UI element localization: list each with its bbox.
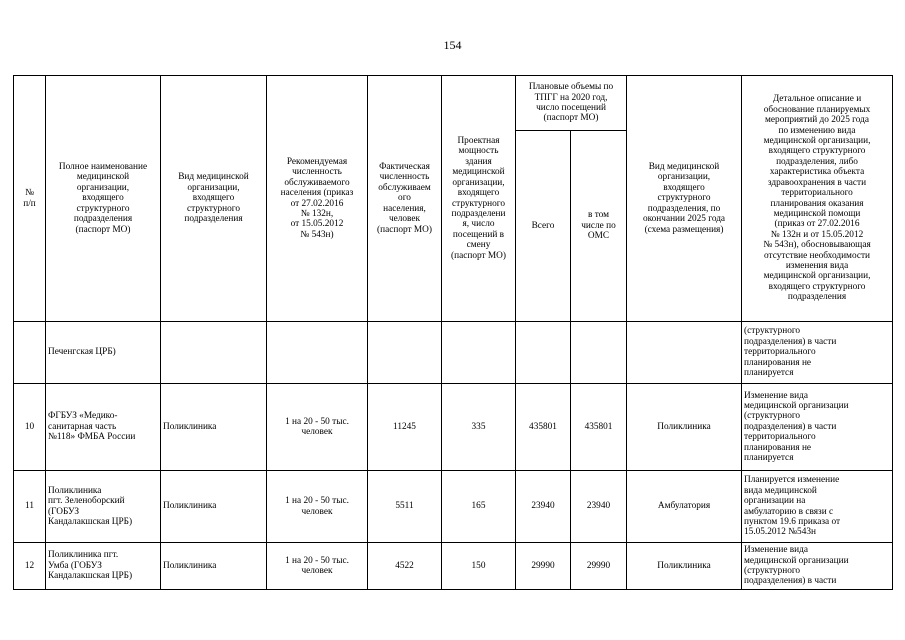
cell-oms: 23940 — [571, 471, 627, 543]
header-name: Полное наименование медицинской организации, входящего структурного подразделения (паспорт МО) — [46, 76, 161, 322]
cell-capacity: 335 — [442, 384, 516, 471]
header-actual-population: Фактическая численность обслуживаем ого населения, человек (паспорт МО) — [368, 76, 442, 322]
cell-num: 10 — [14, 384, 46, 471]
table-body — [14, 322, 893, 590]
cell-total: 435801 — [516, 384, 571, 471]
cell-type-2025: Поликлиника — [627, 384, 742, 471]
table-row — [14, 471, 893, 543]
table-row — [14, 543, 893, 590]
table-row — [14, 384, 893, 471]
header-type-2025: Вид медицинской организации, входящего структурного подразделения, по окончании 2025 года (схема размещения) — [627, 76, 742, 322]
cell-capacity: 150 — [442, 543, 516, 590]
cell-type: Поликлиника — [161, 471, 267, 543]
cell-type-2025: Амбулатория — [627, 471, 742, 543]
cell-recommended: 1 на 20 - 50 тыс. человек — [267, 543, 368, 590]
cell-total — [516, 322, 571, 384]
header-description: Детальное описание и обоснование планируемых мероприятий до 2025 года по изменению вида медицинской организации, входящего структурного подразделения, либо характеристика объекта здравоохранения в части территориального планирования оказания медицинской помощи (приказ от 27.02.2016 № 132н и от 15.05.2012 № 543н), обосновывающая отсутствие необходимости изменения вида медицинской организации, входящего структурного подразделения — [742, 76, 893, 322]
cell-num: 11 — [14, 471, 46, 543]
table-header — [14, 76, 893, 322]
medical-organizations-table — [13, 75, 893, 590]
cell-actual: 11245 — [368, 384, 442, 471]
cell-type-2025 — [627, 322, 742, 384]
cell-total: 29990 — [516, 543, 571, 590]
cell-num: 12 — [14, 543, 46, 590]
cell-description: Изменение вида медицинской организации (структурного подразделения) в части территориального планирования не планируется — [742, 384, 893, 471]
table-row — [14, 322, 893, 384]
header-total: Всего — [516, 131, 571, 322]
header-design-capacity: Проектная мощность здания медицинской организации, входящего структурного подразделени я, число посещений в смену (паспорт МО) — [442, 76, 516, 322]
cell-recommended: 1 на 20 - 50 тыс. человек — [267, 384, 368, 471]
cell-description: (структурного подразделения) в части территориального планирования не планируется — [742, 322, 893, 384]
header-recommended-population: Рекомендуемая численность обслуживаемого населения (приказ от 27.02.2016 № 132н, от 15.05.2012 № 543н) — [267, 76, 368, 322]
cell-capacity: 165 — [442, 471, 516, 543]
header-num: № п/п — [14, 76, 46, 322]
cell-capacity — [442, 322, 516, 384]
page-number: 154 — [443, 38, 462, 52]
cell-name: Печенгская ЦРБ) — [46, 322, 161, 384]
cell-description: Изменение вида медицинской организации (структурного подразделения) в части — [742, 543, 893, 590]
cell-oms: 435801 — [571, 384, 627, 471]
cell-name: ФГБУЗ «Медико- санитарная часть №118» ФМБА России — [46, 384, 161, 471]
cell-type: Поликлиника — [161, 543, 267, 590]
cell-oms: 29990 — [571, 543, 627, 590]
cell-oms — [571, 322, 627, 384]
cell-recommended — [267, 322, 368, 384]
cell-type — [161, 322, 267, 384]
cell-num — [14, 322, 46, 384]
cell-type-2025: Поликлиника — [627, 543, 742, 590]
header-planned-volumes: Плановые объемы по ТПГГ на 2020 год, число посещений (паспорт МО) — [516, 76, 627, 131]
cell-actual: 5511 — [368, 471, 442, 543]
cell-actual: 4522 — [368, 543, 442, 590]
cell-name: Поликлиника пгт. Умба (ГОБУЗ Кандалакшская ЦРБ) — [46, 543, 161, 590]
header-oms: в том числе по ОМС — [571, 131, 627, 322]
cell-type: Поликлиника — [161, 384, 267, 471]
header-type: Вид медицинской организации, входящего структурного подразделения — [161, 76, 267, 322]
cell-total: 23940 — [516, 471, 571, 543]
cell-recommended: 1 на 20 - 50 тыс. человек — [267, 471, 368, 543]
cell-name: Поликлиника пгт. Зеленоборский (ГОБУЗ Кандалакшская ЦРБ) — [46, 471, 161, 543]
cell-description: Планируется изменение вида медицинской организации на амбулаторию в связи с пунктом 19.6 приказа от 15.05.2012 №543н — [742, 471, 893, 543]
cell-actual — [368, 322, 442, 384]
